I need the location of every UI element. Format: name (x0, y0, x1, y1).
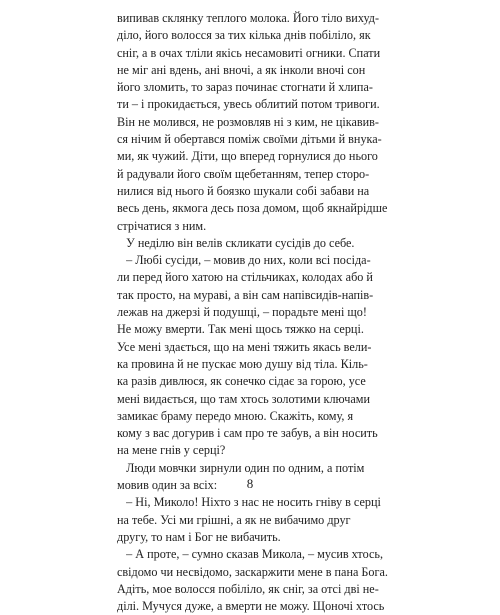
text-line: сніг, а в очах тліли якісь несамовиті огники. Спати (117, 45, 381, 60)
text-line: ділі. Мучуся дуже, а вмерти не можу. Щоночі хтось (117, 599, 385, 614)
text-line: ка разів дивлюся, як сонечко сідає за горою, усе (117, 374, 366, 389)
text-line: його зломить, то зараз починає стогнати й хлипа- (117, 80, 373, 95)
page-number: 8 (246, 476, 254, 491)
text-line: свідомо чи несвідомо, заскаржити мене в пана Бога. (117, 564, 388, 579)
text-line: так просто, на мураві, а він сам напівсидів-напів- (117, 287, 374, 302)
text-line: лежав на джерзі й подушці, – порадьте мені що! (117, 305, 367, 320)
text-line: ми, як чужий. Діти, що вперед горнулися до нього (117, 149, 378, 164)
body-text (117, 10, 389, 615)
text-line: Не можу вмерти. Так мені щось тяжко на серці. (117, 322, 364, 337)
text-line: на тебе. Усі ми грішні, а як не вибачимо друг (117, 512, 351, 527)
text-line: Він не молився, не розмовляв ні з ким, не цікавив- (117, 114, 379, 129)
text-line: на мене гнів у серці? (117, 443, 226, 458)
text-line: випивав склянку теплого молока. Його тіло вихуд- (117, 11, 380, 25)
text-line: кому з вас догурив і сам про те забув, а він носить (117, 426, 378, 441)
text-line: Усе мені здається, що на мені тяжить якась вели- (117, 339, 372, 354)
text-line: У неділю він велів скликати сусідів до себе. (117, 235, 355, 250)
text-line: – Любі сусіди, – мовив до них, коли всі посіда- (117, 253, 371, 268)
text-line: – А проте, – сумно сказав Микола, – мусив хтось, (117, 547, 384, 562)
text-line: – Ні, Миколо! Ніхто з нас не носить гніву в серці (117, 495, 381, 510)
text-line: Люди мовчки зирнули один по одним, а потім (117, 460, 365, 475)
text-line: не міг ані вдень, ані вночі, а як інколи вночі сон (117, 62, 366, 77)
text-line: другу, то нам і Бог не вибачить. (117, 529, 281, 544)
text-line: мовив один за всіх: (117, 478, 218, 493)
text-line: мені видається, що там хтось золотими ключами (117, 391, 370, 406)
text-line: ка провина й не пускає мою душу від тіла. Кіль- (117, 356, 368, 371)
text-line: Адіть, мое волосся побіліло, як сніг, за отсі дві не- (117, 581, 379, 596)
text-line: нилися від нього й боязко шукали собі забави на (117, 183, 370, 198)
text-line: ти – і прокидається, увесь облитий потом тривоги. (117, 97, 380, 112)
text-line: ся нічим й обертався поміж своїми дітьми й внука- (117, 132, 382, 147)
text-line: діло, його волосся за тих кілька днів побіліло, як (117, 28, 371, 43)
text-line: й радували його своїм щебетанням, тепер сторо- (117, 166, 370, 181)
text-line: замикає браму передо мною. Скажіть, кому, я (117, 408, 354, 423)
text-line: весь день, якмога десь поза домом, щоб якнайрідше (117, 201, 388, 216)
text-line: стрічатися з ним. (117, 218, 207, 233)
text-line: ли перед його хатою на стільчиках, колодах або й (117, 270, 373, 285)
